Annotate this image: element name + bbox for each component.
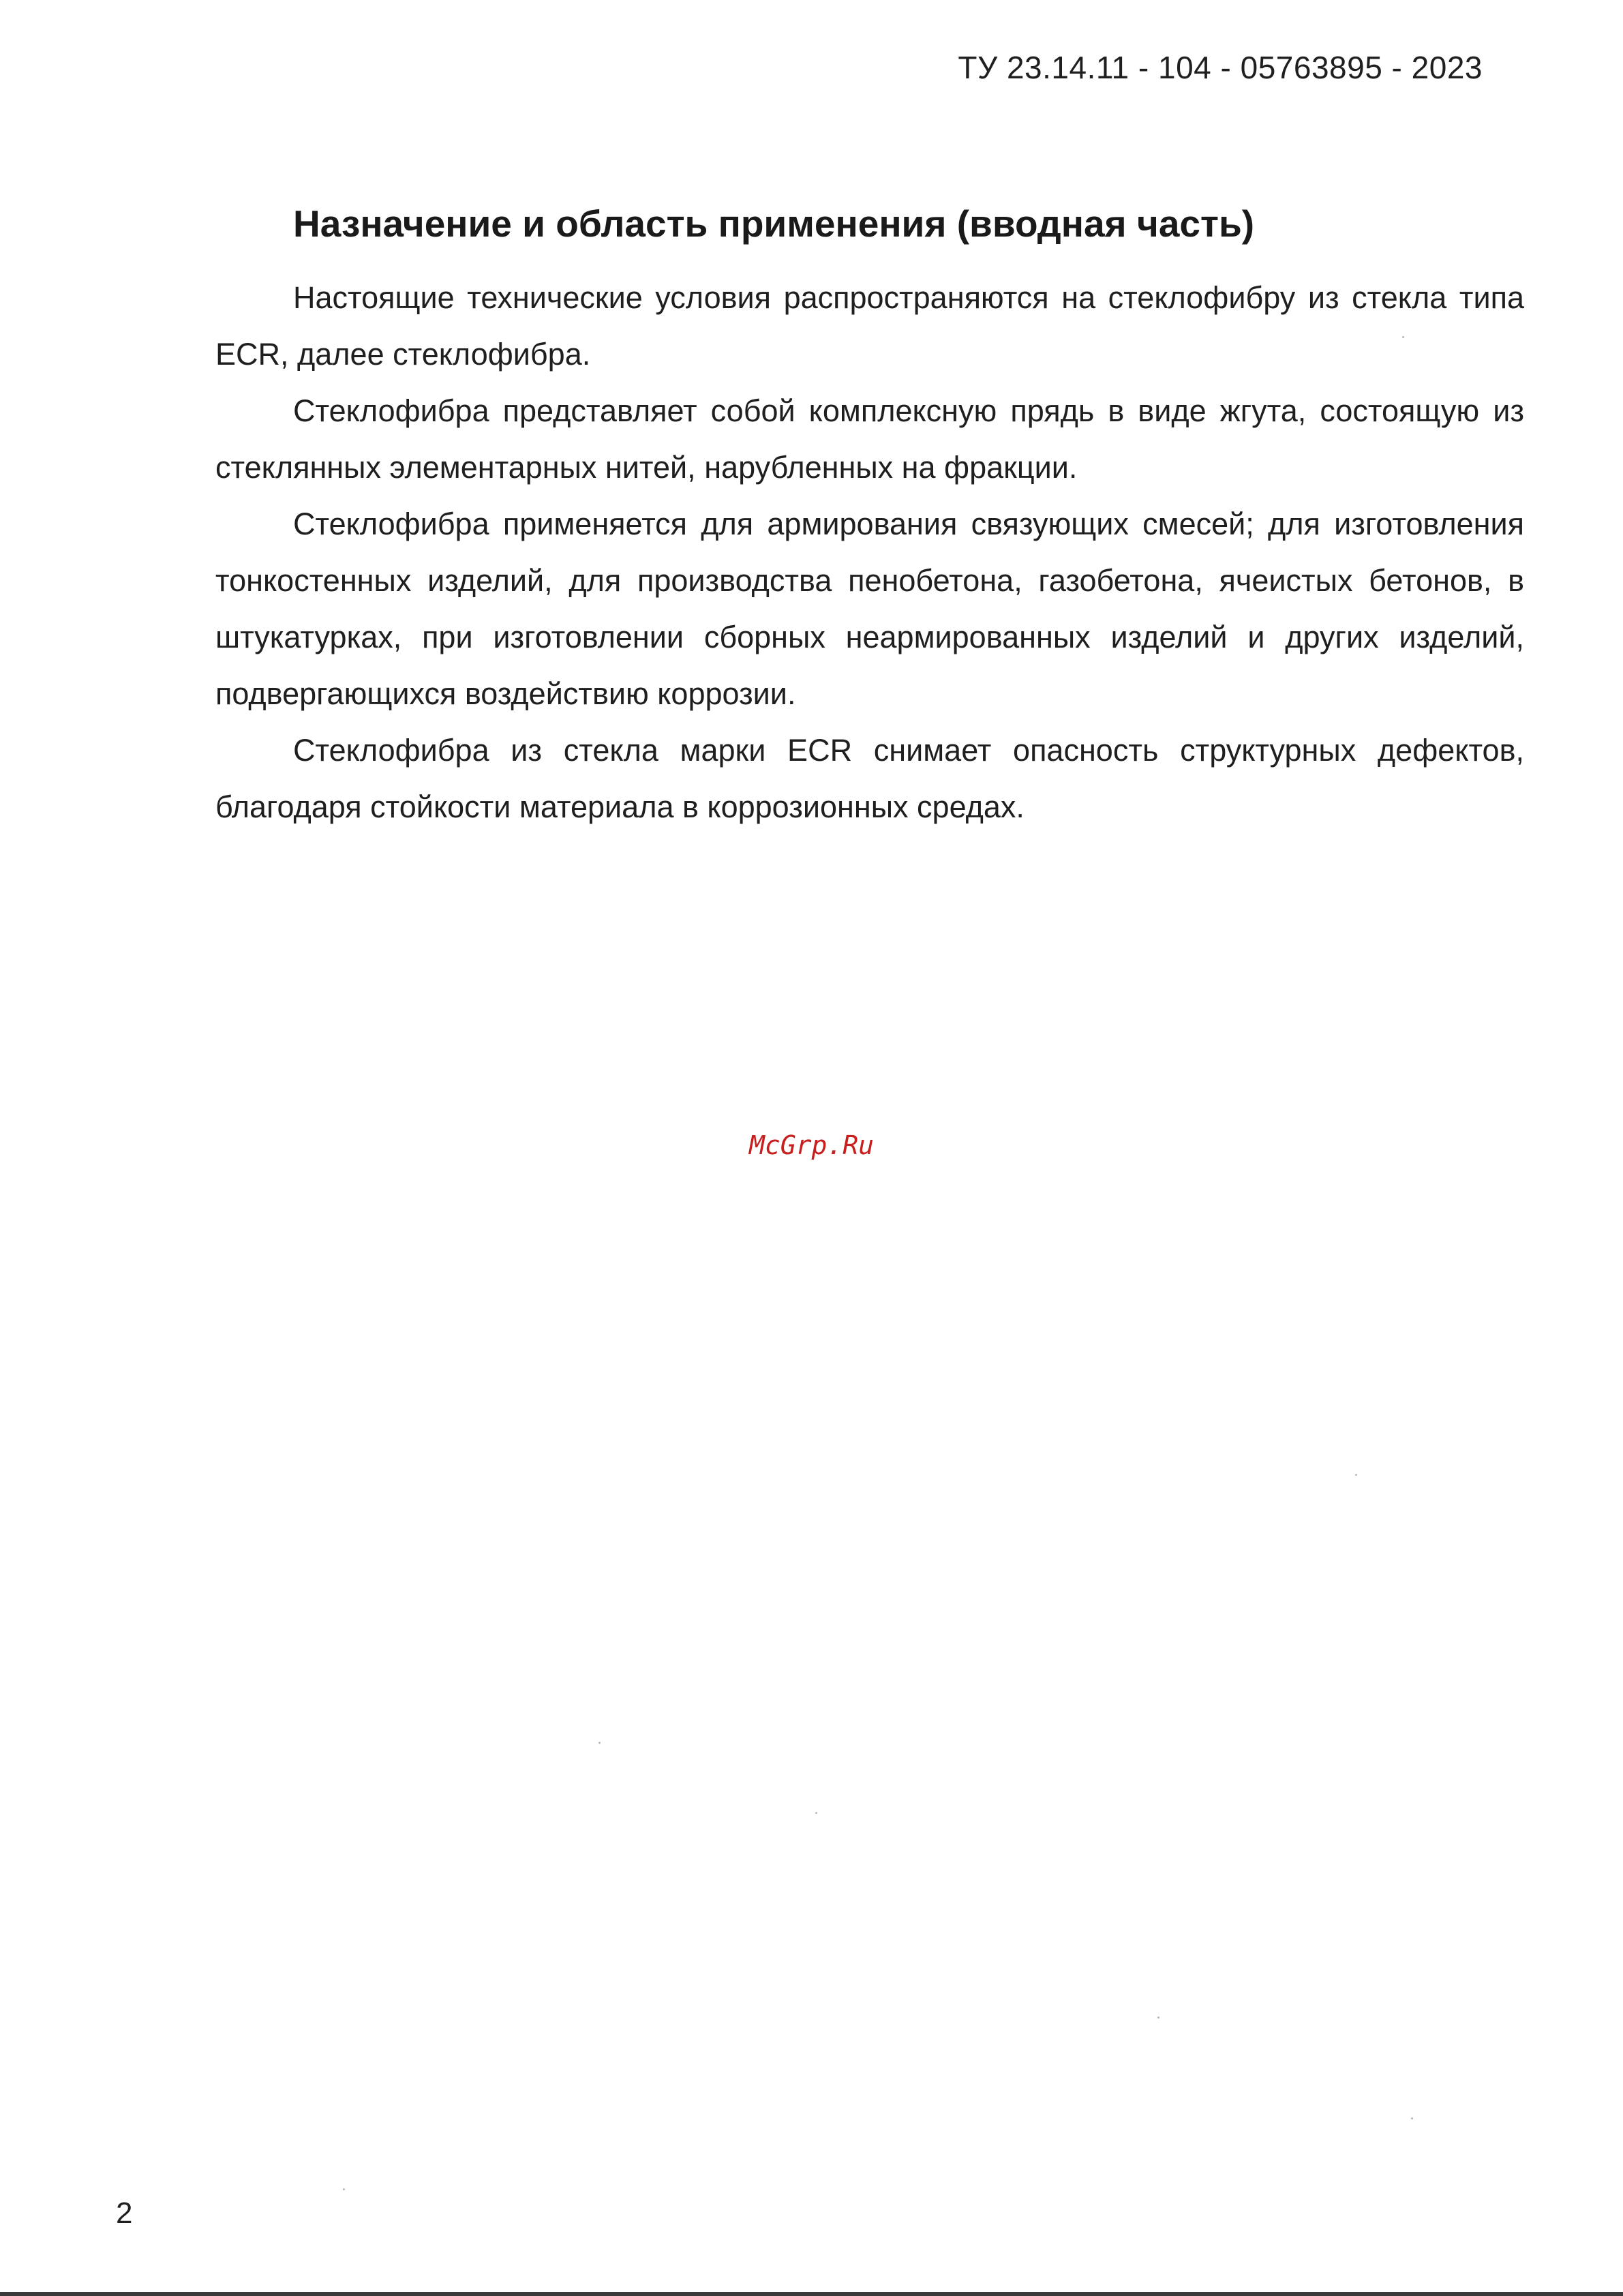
paragraph: Стеклофибра представляет собой комплексную прядь в виде жгута, состоящую из стеклянных элементарных нитей, нарубленных на фракции.	[215, 393, 1524, 485]
scan-edge	[0, 2292, 1623, 2296]
scan-speck	[1355, 1474, 1357, 1476]
scan-speck	[1411, 2117, 1413, 2119]
paragraph: Стеклофибра применяется для армирования связующих смесей; для изготовления тонкостенных изделий, для производства пенобетона, газобетона, ячеистых бетонов, в штукатурках, при изготовлении сборных неармированных изделий и других изделий, подвергающихся воздействию коррозии.	[215, 507, 1524, 711]
document-code: ТУ 23.14.11 - 104 - 05763895 - 2023	[958, 50, 1483, 85]
scan-speck	[1157, 2016, 1159, 2019]
paragraph: Стеклофибра из стекла марки ECR снимает опасность структурных дефектов, благодаря стойкости материала в коррозионных средах.	[215, 733, 1524, 824]
paragraph: Настоящие технические условия распространяются на стеклофибру из стекла типа ECR, далее стеклофибра.	[215, 280, 1524, 372]
scan-speck	[1402, 336, 1404, 338]
scan-speck	[815, 1812, 817, 1814]
scan-speck	[598, 1742, 601, 1744]
scan-speck	[343, 2188, 345, 2190]
section-body	[215, 269, 1524, 835]
page-number: 2	[116, 2196, 133, 2230]
section-title: Назначение и область применения (вводная часть)	[293, 202, 1255, 245]
watermark-link[interactable]: McGrp.Ru	[748, 1130, 875, 1160]
